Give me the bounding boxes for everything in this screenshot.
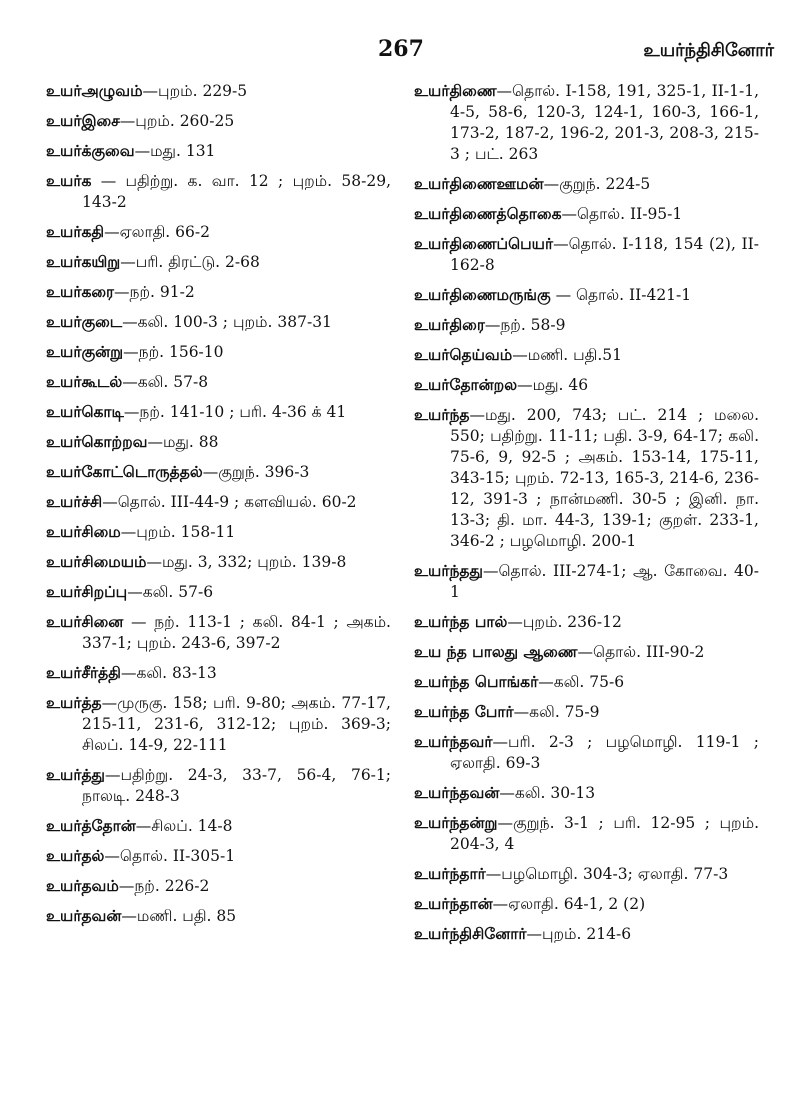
entry-headword: உயர்தெய்வம் <box>414 345 513 364</box>
entry-references: —கலி. 100-3 ; புறம். 387-31 <box>122 313 332 331</box>
entry-references: —மது. 46 <box>517 376 589 394</box>
index-entry <box>46 311 391 333</box>
index-entry <box>46 251 391 273</box>
entry-headword: உயர்ந்த போர் <box>414 702 514 721</box>
entry-references: —மது. 88 <box>147 433 219 451</box>
entry-headword: உயர்ந்த <box>414 405 470 424</box>
entry-headword: உயர்திணைத்தொகை <box>414 204 562 223</box>
entry-headword: உயர்ச்சி <box>46 492 103 511</box>
index-entry <box>46 461 391 483</box>
entry-references: —புறம். 214-6 <box>526 925 632 943</box>
index-entry <box>414 611 759 633</box>
entry-references: —குறுந். 224-5 <box>543 175 651 193</box>
entry-headword: உயர்ந்த பால் <box>414 612 508 631</box>
entry-references: —மணி. பதி. 85 <box>121 907 237 925</box>
entry-headword: உயர்ந்தவன் <box>414 783 500 802</box>
entry-headword: உயர்ந்தவர் <box>414 732 493 751</box>
index-entry <box>46 140 391 162</box>
entry-headword: உயர்த்து <box>46 765 105 784</box>
index-entry <box>46 221 391 243</box>
entry-headword: உயர்சிமையம் <box>46 552 147 571</box>
entry-headword: உயர்ந்த பொங்கர் <box>414 672 539 691</box>
index-entry <box>414 203 759 225</box>
entry-headword: உயர்க <box>46 171 92 190</box>
entry-references: —பரி. 2-3 ; பழமொழி. 119-1 ; ஏலாதி. 69-3 <box>450 733 759 772</box>
entry-headword: உயர்அழுவம் <box>46 81 143 100</box>
entry-references: —மது. 131 <box>134 142 216 160</box>
entry-headword: உயர்த்த <box>46 693 102 712</box>
entry-headword: உயர்திணைமருங்கு <box>414 285 551 304</box>
index-entry <box>46 551 391 573</box>
index-entry <box>414 173 759 195</box>
entry-headword: உயர்ந்தது <box>414 561 483 580</box>
entry-references: —கலி. 75-6 <box>538 673 625 691</box>
index-entry <box>414 80 759 165</box>
entry-references: —பரி. திரட்டு. 2-68 <box>120 253 260 271</box>
index-entry <box>414 731 759 774</box>
entry-headword: உயர்ந்தன்று <box>414 813 498 832</box>
entry-references: —நற். 58-9 <box>484 316 566 334</box>
entry-headword: உயர்தவம் <box>46 876 119 895</box>
entry-headword: உயர்கதி <box>46 222 105 241</box>
entry-references: —தொல். I-158, 191, 325-1, II-1-1, 4-5, 58-6, 120-3, 124-1, 160-3, 166-1, 173-2, 187-2, 196-2, 201-3, 208-3, 215-3 ; பட். 263 <box>450 82 759 163</box>
entry-references: —முருகு. 158; பரி. 9-80; அகம். 77-17, 215-11, 231-6, 312-12; புறம். 369-3; சிலப். 14-9, 22-111 <box>82 694 391 754</box>
entry-headword: உயர்சினை <box>46 612 124 631</box>
index-entry <box>46 905 391 927</box>
entry-headword: உயர்தவன் <box>46 906 122 925</box>
running-head: உயர்ந்திசினோர் <box>643 40 774 61</box>
index-entry <box>414 863 759 885</box>
entry-references: —கலி. 57-6 <box>127 583 214 601</box>
index-entry <box>414 560 759 603</box>
page-number: 267 <box>378 36 424 62</box>
index-entry <box>414 233 759 276</box>
entry-references: —குறுந். 396-3 <box>202 463 310 481</box>
index-entry <box>414 374 759 396</box>
entry-references: —மணி. பதி.51 <box>512 346 622 364</box>
entry-headword: உயர்தோன்றல <box>414 375 518 394</box>
index-entry <box>46 281 391 303</box>
index-entry <box>46 521 391 543</box>
entry-references: — தொல். II-421-1 <box>550 286 692 304</box>
entry-headword: உயர்ந்தான் <box>414 894 493 913</box>
entry-headword: உயர்குன்று <box>46 342 124 361</box>
entry-references: —புறம். 236-12 <box>507 613 622 631</box>
index-entry <box>46 371 391 393</box>
index-entry <box>414 284 759 306</box>
entry-headword: உயர்கரை <box>46 282 115 301</box>
index-entry <box>46 611 391 654</box>
entry-references: —கலி. 57-8 <box>122 373 209 391</box>
entry-references: — நற். 113-1 ; கலி. 84-1 ; அகம். 337-1; புறம். 243-6, 397-2 <box>82 613 391 652</box>
index-entry <box>46 692 391 756</box>
index-entry <box>414 314 759 336</box>
index-entry <box>46 80 391 102</box>
entry-references: —தொல். III-44-9 ; களவியல். 60-2 <box>102 493 357 511</box>
entry-references: —மது. 200, 743; பட். 214 ; மலை. 550; பதிற்று. 11-11; பதி. 3-9, 64-17; கலி. 75-6, 9, 92-5 ; அகம். 153-14, 175-11, 343-15; புறம். 72-13, 165-3, 214-6, 236-12, 391-3 ; நான்மணி. 30-5 ; இனி. நா. 13-3; தி. மா. 44-3, 139-1; குறள். 233-1, 346-2 ; பழமொழி. 200-1 <box>450 406 759 550</box>
entry-references: —தொல். III-90-2 <box>577 643 705 661</box>
index-entry <box>414 812 759 855</box>
entry-headword: உயர்கயிறு <box>46 252 121 271</box>
entry-headword: உயர்சிமை <box>46 522 121 541</box>
right-column <box>414 80 759 953</box>
index-entry <box>414 893 759 915</box>
entry-headword: உய ந்த பாலது ஆணை <box>414 642 578 661</box>
entry-references: —குறுந். 3-1 ; பரி. 12-95 ; புறம். 204-3, 4 <box>450 814 759 853</box>
index-entry <box>46 401 391 423</box>
index-entry <box>414 923 759 945</box>
entry-headword: உயர்திணைஊமன் <box>414 174 544 193</box>
entry-headword: உயர்இசை <box>46 111 120 130</box>
entry-headword: உயர்கூடல் <box>46 372 123 391</box>
entry-references: —கலி. 30-13 <box>499 784 596 802</box>
index-entry <box>46 845 391 867</box>
index-entry <box>46 170 391 213</box>
index-entry <box>414 701 759 723</box>
entry-headword: உயர்க்குவை <box>46 141 135 160</box>
entry-references: —தொல். I-118, 154 (2), II-162-8 <box>450 235 759 274</box>
entry-references: —தொல். III-274-1; ஆ. கோவை. 40-1 <box>450 562 759 601</box>
entry-headword: உயர்திரை <box>414 315 485 334</box>
entry-references: —புறம். 260-25 <box>119 112 235 130</box>
index-entry <box>46 341 391 363</box>
entry-references: —தொல். II-95-1 <box>561 205 683 223</box>
entry-references: —ஏலாதி. 64-1, 2 (2) <box>492 895 646 913</box>
index-entry <box>46 875 391 897</box>
entry-references: — பதிற்று. க. வா. 12 ; புறம். 58-29, 143-2 <box>82 172 391 211</box>
index-entry <box>46 110 391 132</box>
entry-references: —பழமொழி. 304-3; ஏலாதி. 77-3 <box>485 865 729 883</box>
index-entry <box>46 491 391 513</box>
entry-headword: உயர்கொற்றவ <box>46 432 148 451</box>
index-entry <box>414 782 759 804</box>
entry-headword: உயர்திணைப்பெயர் <box>414 234 554 253</box>
entry-headword: உயர்கோட்டொருத்தல் <box>46 462 203 481</box>
entry-references: —பதிற்று. 24-3, 33-7, 56-4, 76-1; நாலடி. 248-3 <box>82 766 391 805</box>
entry-references: —புறம். 229-5 <box>142 82 248 100</box>
entry-headword: உயர்சிறப்பு <box>46 582 128 601</box>
index-entry <box>46 662 391 684</box>
page-header <box>0 28 800 68</box>
entry-references: —கலி. 83-13 <box>120 664 217 682</box>
entry-references: —நற். 156-10 <box>123 343 224 361</box>
index-entry <box>46 581 391 603</box>
index-entry <box>414 641 759 663</box>
entry-references: —புறம். 158-11 <box>120 523 236 541</box>
entry-headword: உயர்த்தோன் <box>46 816 136 835</box>
entry-references: —நற். 91-2 <box>114 283 195 301</box>
left-column <box>46 80 391 935</box>
index-entry <box>414 404 759 552</box>
entry-references: —ஏலாதி. 66-2 <box>104 223 210 241</box>
entry-references: —கலி. 75-9 <box>513 703 600 721</box>
entry-references: —நற். 141-10 ; பரி. 4-36 க் 41 <box>123 403 347 421</box>
entry-headword: உயர்தல் <box>46 846 105 865</box>
entry-references: —தொல். II-305-1 <box>104 847 236 865</box>
entry-headword: உயர்கொடி <box>46 402 124 421</box>
entry-references: —நற். 226-2 <box>118 877 210 895</box>
entry-headword: உயர்திணை <box>414 81 497 100</box>
index-entry <box>46 764 391 807</box>
entry-references: —சிலப். 14-8 <box>135 817 233 835</box>
entry-references: —மது. 3, 332; புறம். 139-8 <box>146 553 347 571</box>
entry-headword: உயர்சீர்த்தி <box>46 663 121 682</box>
index-entry <box>414 671 759 693</box>
index-entry <box>46 815 391 837</box>
index-entry <box>46 431 391 453</box>
index-entry <box>414 344 759 366</box>
entry-headword: உயர்ந்தார் <box>414 864 486 883</box>
entry-headword: உயர்ந்திசினோர் <box>414 924 527 943</box>
entry-headword: உயர்குடை <box>46 312 123 331</box>
